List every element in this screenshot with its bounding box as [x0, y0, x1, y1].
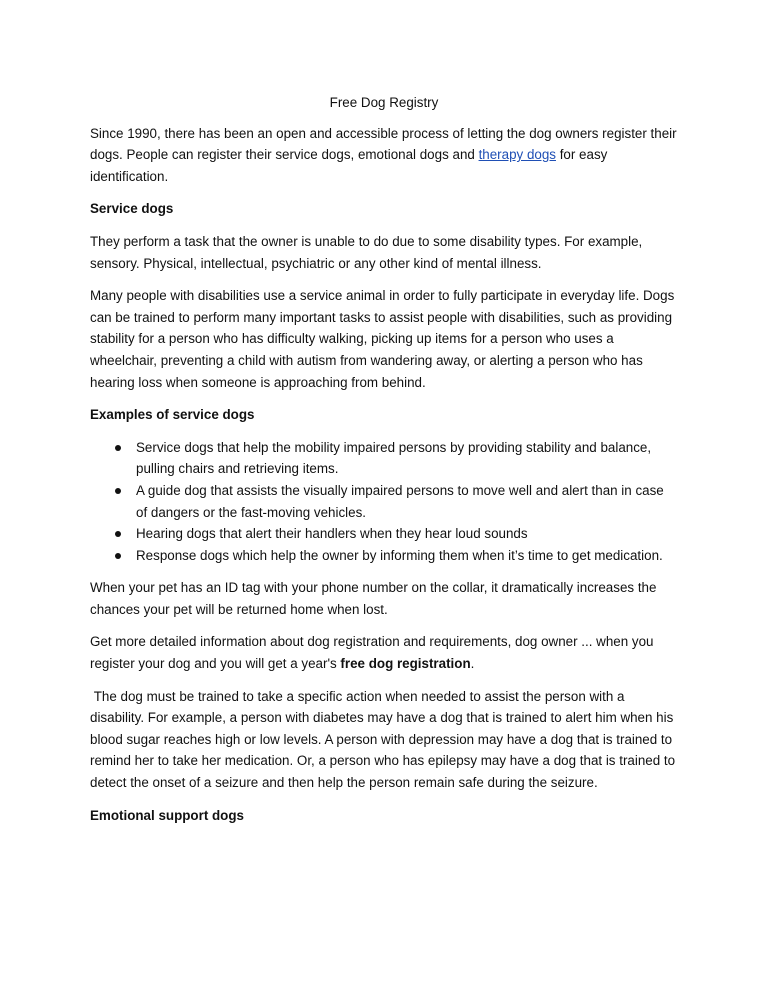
emotional-support-heading: Emotional support dogs: [90, 807, 244, 823]
service-dogs-paragraph-2: Many people with disabilities use a service animal in order to fully participate in everyday life. Dogs can be trained to perform many important tasks to assist people with disabilities, such as providing stability for a person who has difficulty walking, picking up items for a person who uses a wheelchair, preventing a child with autism from wandering away, or alerting a person who has hearing loss when someone is approaching from behind.: [90, 288, 675, 390]
list-item: [90, 523, 678, 545]
free-registration-bold: free dog registration: [340, 656, 471, 672]
document-title: Free Dog Registry: [329, 95, 439, 110]
registration-paragraph: [90, 631, 678, 674]
bullet-icon: [115, 445, 121, 451]
registration-text-before-bold: Get more detailed information about dog registration and requirements, dog owner ... when you register your dog and you will get a year's: [90, 634, 654, 672]
intro-text-after-link: for easy identification.: [90, 147, 608, 184]
examples-heading: Examples of service dogs: [90, 407, 255, 423]
intro-text-before-link: Since 1990, there has been an open and accessible process of letting the dog owners register their dogs. People can register their service dogs, emotional dogs and: [90, 125, 677, 163]
id-tag-paragraph: When your pet has an ID tag with your phone number on the collar, it dramatically increases the chances your pet will be returned home when lost.: [90, 580, 657, 617]
training-paragraph-text: The dog must be trained to take a specific action when needed to assist the person with a disability. For example, a person with diabetes may have a dog that is trained to alert him when his blood sugar reaches high or low levels. A person with depression may have a dog that is trained to remind her to take her medication. Or, a person who has epilepsy may have a dog that is trained to detect the onset of a seizure and then help the person remain safe during the seizure.: [90, 688, 676, 791]
list-item: [90, 480, 678, 523]
document-body: [90, 92, 678, 837]
list-item: [90, 545, 678, 567]
bullet-icon: [115, 531, 121, 537]
service-dogs-heading: Service dogs: [90, 201, 174, 217]
therapy-dogs-link[interactable]: therapy dogs: [478, 147, 556, 163]
examples-list: [90, 437, 678, 567]
list-item-text: A guide dog that assists the visually impaired persons to move well and alert than in case of dangers or the fast-moving vehicles.: [136, 482, 664, 520]
list-item-text: Response dogs which help the owner by informing them when it’s time to get medication.: [136, 547, 663, 563]
bullet-icon: [115, 553, 121, 559]
list-item-text: Hearing dogs that alert their handlers when they hear loud sounds: [136, 526, 528, 542]
bullet-icon: [115, 488, 121, 494]
service-dogs-paragraph-1: They perform a task that the owner is unable to do due to some disability types. For example, sensory. Physical, intellectual, psychiatric or any other kind of mental illness.: [90, 233, 643, 271]
registration-text-after-bold: .: [470, 656, 475, 672]
intro-paragraph: [90, 123, 678, 188]
training-paragraph: [90, 686, 678, 794]
list-item: [90, 437, 678, 480]
list-item-text: Service dogs that help the mobility impaired persons by providing stability and balance, pulling chairs and retrieving items.: [136, 439, 652, 477]
